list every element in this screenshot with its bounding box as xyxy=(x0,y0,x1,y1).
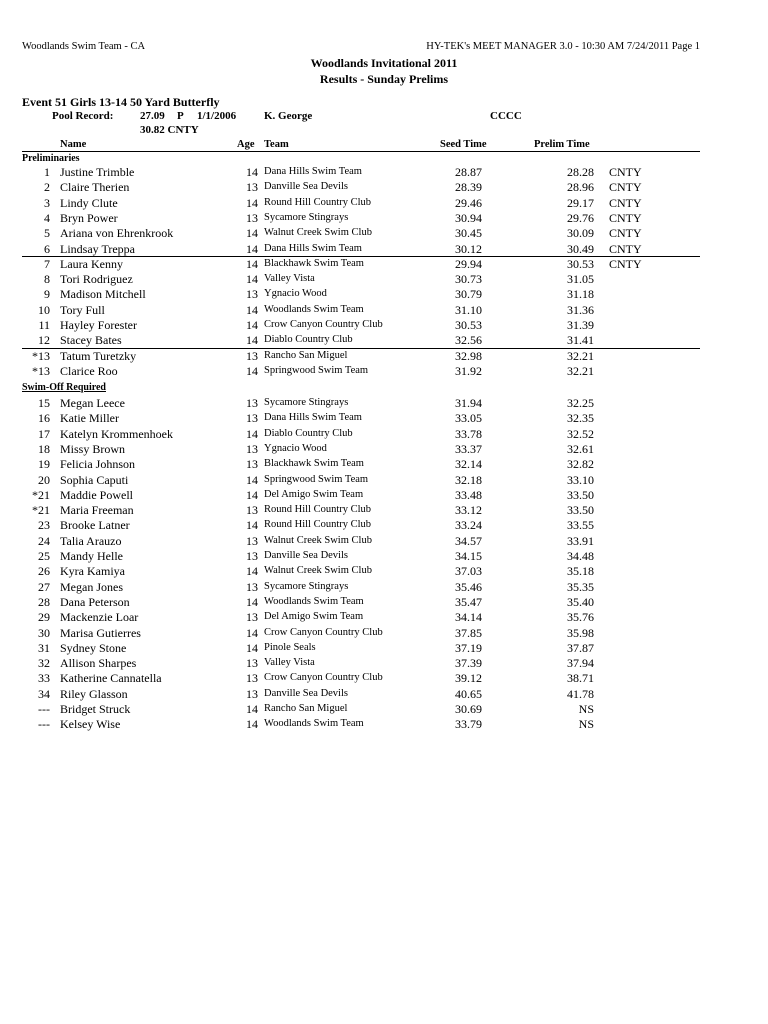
place: 5 xyxy=(44,226,50,241)
meet-host-label: Woodlands Swim Team - CA xyxy=(22,41,146,52)
meet-title: Woodlands Invitational 2011 xyxy=(310,56,458,70)
swimmer-name: Riley Glasson xyxy=(60,686,128,701)
seed-time: 37.19 xyxy=(455,640,482,655)
pool-record-time: 27.09 xyxy=(140,110,165,122)
team-name: Sycamore Stingrays xyxy=(264,211,349,223)
swimmer-name: Marisa Gutierres xyxy=(60,625,141,640)
prelim-time: 31.41 xyxy=(567,333,594,348)
qualifier-badge: CNTY xyxy=(609,241,642,256)
prelim-time: 29.76 xyxy=(567,210,594,225)
swimmer-name: Maddie Powell xyxy=(60,487,133,502)
seed-time: 31.10 xyxy=(455,302,482,317)
prelim-time: 37.94 xyxy=(567,656,594,671)
swimmer-name: Clarice Roo xyxy=(60,363,118,378)
seed-time: 31.92 xyxy=(455,363,482,378)
swimmer-name: Katelyn Krommenhoek xyxy=(60,426,173,441)
swimmer-name: Missy Brown xyxy=(60,441,126,456)
swimmer-name: Tori Rodriguez xyxy=(60,272,133,287)
pool-record-flag: P xyxy=(177,110,184,122)
team-name: Dana Hills Swim Team xyxy=(264,412,362,424)
team-name: Danville Sea Devils xyxy=(264,687,348,699)
result-row xyxy=(0,333,768,348)
qualifier-badge: CNTY xyxy=(609,226,642,241)
prelim-time: 38.71 xyxy=(567,671,594,686)
result-row xyxy=(0,242,768,257)
prelim-time: NS xyxy=(578,702,594,716)
team-name: Crow Canyon Country Club xyxy=(264,672,383,684)
prelim-time: 30.09 xyxy=(567,226,594,241)
seed-time: 37.85 xyxy=(455,625,482,640)
swimmer-age: 13 xyxy=(246,396,258,410)
section-preliminaries: Preliminaries xyxy=(22,153,80,164)
prelim-time: 33.10 xyxy=(567,472,594,487)
swimmer-age: 14 xyxy=(246,226,258,241)
swimmer-name: Bryn Power xyxy=(60,210,118,225)
swimmer-name: Talia Arauzo xyxy=(60,533,122,548)
place: 15 xyxy=(38,396,50,410)
results-subtitle: Results - Sunday Prelims xyxy=(319,72,449,86)
swimmer-age: 14 xyxy=(246,640,258,655)
place: 27 xyxy=(38,579,50,594)
team-name: Springwood Swim Team xyxy=(264,473,369,485)
team-name: Del Amigo Swim Team xyxy=(264,488,364,500)
swimmer-name: Allison Sharpes xyxy=(60,656,137,671)
prelim-time: 30.53 xyxy=(567,256,594,271)
result-row xyxy=(0,272,768,287)
section-swim-off-required: Swim-Off Required xyxy=(22,382,106,393)
team-name: Woodlands Swim Team xyxy=(264,303,364,315)
swimmer-age: 13 xyxy=(246,503,258,518)
place: 17 xyxy=(38,426,50,441)
place: 4 xyxy=(44,210,50,225)
seed-time: 35.46 xyxy=(455,579,482,594)
swimmer-name: Madison Mitchell xyxy=(60,287,146,302)
result-row xyxy=(0,687,768,702)
seed-time: 33.12 xyxy=(455,503,482,518)
result-row xyxy=(0,411,768,426)
seed-time: 33.05 xyxy=(455,411,482,426)
consolation-cut-rule xyxy=(22,348,700,349)
seed-time: 34.15 xyxy=(455,549,482,563)
team-name: Crow Canyon Country Club xyxy=(264,626,383,638)
swimmer-age: 14 xyxy=(246,518,258,533)
place: 6 xyxy=(44,241,50,256)
col-team: Team xyxy=(264,139,289,150)
result-row xyxy=(0,303,768,318)
seed-time: 34.14 xyxy=(455,610,482,625)
swimmer-age: 13 xyxy=(246,610,258,625)
result-row xyxy=(0,702,768,717)
place: 31 xyxy=(38,640,50,655)
team-name: Crow Canyon Country Club xyxy=(264,319,383,330)
prelim-time: 35.40 xyxy=(567,594,594,609)
seed-time: 32.98 xyxy=(455,348,482,363)
county-standard: 30.82 CNTY xyxy=(140,124,199,136)
place: 3 xyxy=(44,195,50,210)
swimmer-name: Lindsay Treppa xyxy=(60,241,135,256)
swimmer-name: Felicia Johnson xyxy=(60,457,135,472)
prelim-time: NS xyxy=(578,717,594,732)
pool-record-date: 1/1/2006 xyxy=(197,110,237,122)
pool-record-label: Pool Record: xyxy=(52,110,114,122)
result-row xyxy=(0,457,768,472)
swimmer-name: Katherine Cannatella xyxy=(60,671,162,686)
swimmer-age: 14 xyxy=(246,702,258,716)
seed-time: 37.39 xyxy=(455,656,482,671)
result-row xyxy=(0,318,768,333)
seed-time: 30.79 xyxy=(455,287,482,302)
swimmer-name: Claire Therien xyxy=(60,180,130,195)
swimmer-name: Kelsey Wise xyxy=(60,717,121,732)
team-name: Pinole Seals xyxy=(264,641,316,653)
result-row xyxy=(0,656,768,671)
place: 8 xyxy=(44,272,50,287)
swimmer-name: Dana Peterson xyxy=(60,594,130,609)
team-name: Walnut Creek Swim Club xyxy=(264,534,372,546)
swimmer-age: 13 xyxy=(246,411,258,426)
result-row xyxy=(0,180,768,195)
place: 25 xyxy=(38,549,50,563)
col-seed-time: Seed Time xyxy=(440,139,487,150)
result-row xyxy=(0,257,768,272)
place: *13 xyxy=(32,363,50,378)
prelim-time: 28.28 xyxy=(567,165,594,179)
team-name: Springwood Swim Team xyxy=(264,364,369,376)
team-name: Dana Hills Swim Team xyxy=(264,242,362,254)
place: 9 xyxy=(44,287,50,302)
swimmer-name: Bridget Struck xyxy=(60,702,131,716)
seed-time: 32.14 xyxy=(455,457,482,472)
result-row xyxy=(0,503,768,518)
swimmer-age: 14 xyxy=(246,241,258,256)
team-name: Dana Hills Swim Team xyxy=(264,166,362,177)
prelim-time: 32.52 xyxy=(567,426,594,441)
place: 26 xyxy=(38,564,50,579)
swimmer-age: 13 xyxy=(246,686,258,701)
team-name: Round Hill Country Club xyxy=(264,519,372,531)
swimmer-name: Ariana von Ehrenkrook xyxy=(60,226,174,241)
prelim-time: 33.91 xyxy=(567,533,594,548)
place: 19 xyxy=(38,457,50,472)
place: 10 xyxy=(38,302,50,317)
swimmer-name: Maria Freeman xyxy=(60,503,134,518)
team-name: Ygnacio Wood xyxy=(264,288,327,300)
seed-time: 30.12 xyxy=(455,241,482,256)
place: 18 xyxy=(38,441,50,456)
header-rule xyxy=(22,151,700,152)
swimmer-name: Laura Kenny xyxy=(60,256,123,271)
place: 30 xyxy=(38,625,50,640)
result-row xyxy=(0,641,768,656)
seed-time: 33.79 xyxy=(455,717,482,732)
swimmer-age: 13 xyxy=(246,210,258,225)
result-row xyxy=(0,442,768,457)
swimmer-age: 14 xyxy=(246,195,258,210)
swimmer-name: Sophia Caputi xyxy=(60,472,129,487)
prelim-time: 28.96 xyxy=(567,180,594,195)
place: 32 xyxy=(38,656,50,671)
swimmer-age: 13 xyxy=(246,457,258,472)
result-row xyxy=(0,580,768,595)
prelim-time: 31.05 xyxy=(567,272,594,287)
team-name: Ygnacio Wood xyxy=(264,442,327,454)
seed-time: 29.94 xyxy=(455,256,482,271)
team-name: Blackhawk Swim Team xyxy=(264,458,364,470)
prelim-time: 31.18 xyxy=(567,287,594,302)
prelim-time: 30.49 xyxy=(567,241,594,256)
team-name: Blackhawk Swim Team xyxy=(264,257,364,269)
seed-time: 32.56 xyxy=(455,333,482,348)
swimmer-age: 14 xyxy=(246,302,258,317)
qualifier-badge: CNTY xyxy=(609,210,642,225)
prelim-time: 32.61 xyxy=(567,441,594,456)
swimmer-name: Megan Jones xyxy=(60,579,123,594)
swimmer-age: 14 xyxy=(246,165,258,179)
seed-time: 39.12 xyxy=(455,671,482,686)
prelim-time: 37.87 xyxy=(567,640,594,655)
place: 11 xyxy=(38,318,50,332)
prelim-time: 35.76 xyxy=(567,610,594,625)
swimmer-age: 14 xyxy=(246,625,258,640)
qualifier-badge: CNTY xyxy=(609,195,642,210)
swimmer-age: 14 xyxy=(246,272,258,287)
team-name: Sycamore Stingrays xyxy=(264,580,349,592)
swimmer-age: 14 xyxy=(246,318,258,332)
result-row xyxy=(0,534,768,549)
team-name: Woodlands Swim Team xyxy=(264,718,364,730)
team-name: Danville Sea Devils xyxy=(264,550,348,561)
swimmer-age: 14 xyxy=(246,363,258,378)
place: *21 xyxy=(32,503,50,518)
result-row xyxy=(0,287,768,302)
seed-time: 28.39 xyxy=(455,180,482,195)
seed-time: 30.45 xyxy=(455,226,482,241)
qualifier-badge: CNTY xyxy=(609,165,642,179)
place: 7 xyxy=(44,256,50,271)
place: 29 xyxy=(38,610,50,625)
place: 20 xyxy=(38,472,50,487)
result-row xyxy=(0,717,768,732)
prelim-time: 35.35 xyxy=(567,579,594,594)
result-row xyxy=(0,196,768,211)
swimmer-name: Sydney Stone xyxy=(60,640,127,655)
place: 28 xyxy=(38,594,50,609)
place: 24 xyxy=(38,533,50,548)
swimmer-age: 14 xyxy=(246,256,258,271)
final-cut-rule xyxy=(22,256,700,257)
seed-time: 30.69 xyxy=(455,702,482,716)
team-name: Danville Sea Devils xyxy=(264,181,348,193)
team-name: Sycamore Stingrays xyxy=(264,397,349,408)
team-name: Diablo Country Club xyxy=(264,334,353,346)
swimmer-age: 13 xyxy=(246,533,258,548)
result-row xyxy=(0,610,768,625)
qualifier-badge: CNTY xyxy=(609,256,642,271)
seed-time: 35.47 xyxy=(455,594,482,609)
team-name: Walnut Creek Swim Club xyxy=(264,227,372,239)
swimmer-age: 14 xyxy=(246,594,258,609)
prelim-time: 32.82 xyxy=(567,457,594,472)
result-row xyxy=(0,518,768,533)
swimmer-age: 13 xyxy=(246,180,258,195)
seed-time: 28.87 xyxy=(455,165,482,179)
seed-time: 33.37 xyxy=(455,441,482,456)
seed-time: 32.18 xyxy=(455,472,482,487)
place: 33 xyxy=(38,671,50,686)
swimmer-age: 13 xyxy=(246,348,258,363)
swimmer-name: Mackenzie Loar xyxy=(60,610,139,625)
seed-time: 30.94 xyxy=(455,210,482,225)
swimmer-name: Megan Leece xyxy=(60,396,125,410)
prelim-time: 33.55 xyxy=(567,518,594,533)
pool-record-team: CCCC xyxy=(490,110,522,122)
seed-time: 37.03 xyxy=(455,564,482,579)
swimmer-age: 14 xyxy=(246,472,258,487)
place: 12 xyxy=(38,333,50,348)
result-row xyxy=(0,396,768,411)
team-name: Valley Vista xyxy=(264,273,315,285)
swimmer-age: 14 xyxy=(246,487,258,502)
seed-time: 33.24 xyxy=(455,518,482,533)
team-name: Round Hill Country Club xyxy=(264,196,372,208)
place: --- xyxy=(38,702,50,716)
swimmer-age: 13 xyxy=(246,656,258,671)
swimmer-age: 13 xyxy=(246,287,258,302)
seed-time: 40.65 xyxy=(455,686,482,701)
prelim-time: 35.98 xyxy=(567,625,594,640)
prelim-time: 34.48 xyxy=(567,549,594,563)
swimmer-name: Tatum Turetzky xyxy=(60,348,137,363)
seed-time: 29.46 xyxy=(455,195,482,210)
result-row xyxy=(0,595,768,610)
swimmer-name: Stacey Bates xyxy=(60,333,122,348)
place: 34 xyxy=(38,686,50,701)
swimmer-age: 13 xyxy=(246,549,258,563)
prelim-time: 32.35 xyxy=(567,411,594,426)
place: *21 xyxy=(32,487,50,502)
col-age: Age xyxy=(237,139,255,150)
team-name: Round Hill Country Club xyxy=(264,504,372,516)
prelim-time: 32.21 xyxy=(567,363,594,378)
swimmer-age: 14 xyxy=(246,717,258,732)
swimmer-name: Hayley Forester xyxy=(60,318,137,332)
col-name: Name xyxy=(60,139,87,150)
team-name: Diablo Country Club xyxy=(264,427,353,439)
prelim-time: 32.25 xyxy=(567,396,594,410)
swimmer-name: Katie Miller xyxy=(60,411,119,426)
prelim-time: 31.39 xyxy=(567,318,594,332)
result-row xyxy=(0,211,768,226)
place: 2 xyxy=(44,180,50,195)
result-row xyxy=(0,564,768,579)
pool-record-holder: K. George xyxy=(264,110,313,122)
swimmer-age: 13 xyxy=(246,441,258,456)
event-title: Event 51 Girls 13-14 50 Yard Butterfly xyxy=(22,95,220,109)
team-name: Del Amigo Swim Team xyxy=(264,611,364,623)
swimmer-age: 14 xyxy=(246,564,258,579)
software-timestamp-page: HY-TEK's MEET MANAGER 3.0 - 10:30 AM 7/24/2011 Page 1 xyxy=(426,41,700,52)
prelim-time: 33.50 xyxy=(567,503,594,518)
place: 1 xyxy=(44,165,50,179)
swimmer-name: Justine Trimble xyxy=(60,165,135,179)
result-row xyxy=(0,549,768,564)
prelim-time: 29.17 xyxy=(567,195,594,210)
swimmer-name: Kyra Kamiya xyxy=(60,564,125,579)
place: 23 xyxy=(38,518,50,533)
swimmer-name: Lindy Clute xyxy=(60,195,118,210)
result-row xyxy=(0,226,768,241)
qualifier-badge: CNTY xyxy=(609,180,642,195)
seed-time: 34.57 xyxy=(455,533,482,548)
team-name: Woodlands Swim Team xyxy=(264,595,364,607)
prelim-time: 41.78 xyxy=(567,686,594,701)
team-name: Rancho San Miguel xyxy=(264,349,348,361)
prelim-time: 33.50 xyxy=(567,487,594,502)
prelim-time: 32.21 xyxy=(567,348,594,363)
place: 16 xyxy=(38,411,50,426)
result-row xyxy=(0,626,768,641)
swimmer-name: Tory Full xyxy=(60,302,105,317)
prelim-time: 35.18 xyxy=(567,564,594,579)
swimmer-name: Mandy Helle xyxy=(60,549,123,563)
result-row xyxy=(0,473,768,488)
result-row xyxy=(0,671,768,686)
team-name: Rancho San Miguel xyxy=(264,703,348,714)
result-row xyxy=(0,165,768,180)
swimmer-age: 13 xyxy=(246,671,258,686)
place: *13 xyxy=(32,348,50,363)
place: --- xyxy=(38,717,50,732)
col-prelim-time: Prelim Time xyxy=(534,139,590,150)
seed-time: 33.48 xyxy=(455,487,482,502)
result-row xyxy=(0,427,768,442)
result-row xyxy=(0,364,768,379)
team-name: Walnut Creek Swim Club xyxy=(264,565,372,577)
swimmer-age: 13 xyxy=(246,579,258,594)
prelim-time: 31.36 xyxy=(567,302,594,317)
swimmer-age: 14 xyxy=(246,333,258,348)
result-row xyxy=(0,349,768,364)
swimmer-name: Brooke Latner xyxy=(60,518,130,533)
seed-time: 31.94 xyxy=(455,396,482,410)
swimmer-age: 14 xyxy=(246,426,258,441)
seed-time: 30.73 xyxy=(455,272,482,287)
team-name: Valley Vista xyxy=(264,657,315,669)
seed-time: 33.78 xyxy=(455,426,482,441)
result-row xyxy=(0,488,768,503)
seed-time: 30.53 xyxy=(455,318,482,332)
